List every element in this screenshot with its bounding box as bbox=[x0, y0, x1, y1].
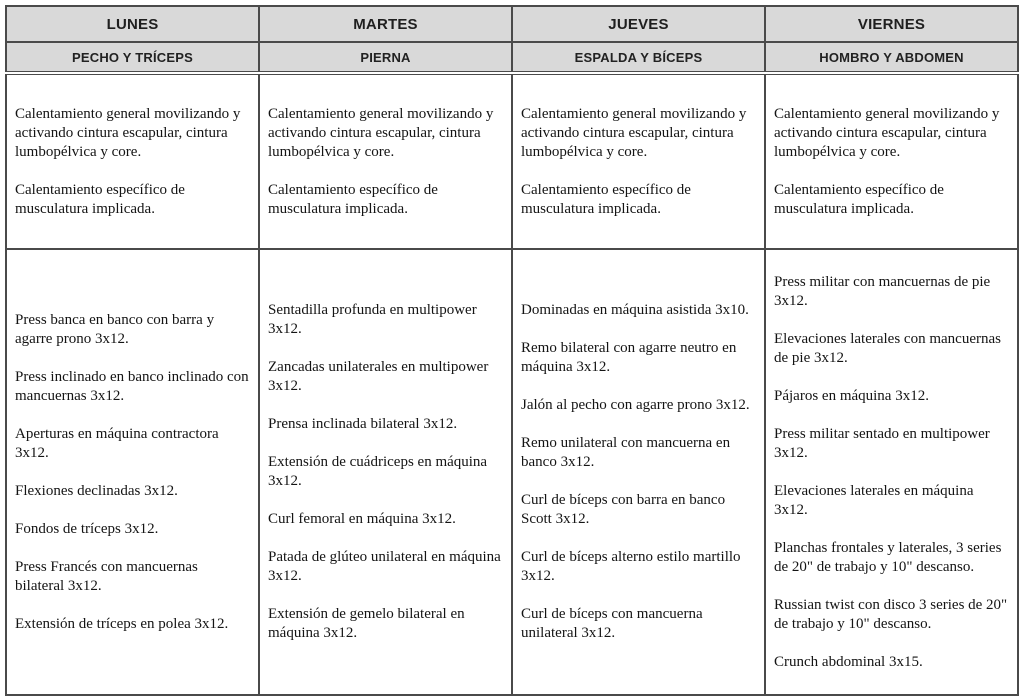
exercise-item: Press inclinado en banco inclinado con mancuernas 3x12. bbox=[15, 368, 249, 404]
exercise-item: Prensa inclinada bilateral 3x12. bbox=[268, 416, 458, 432]
exercise-item: Aperturas en máquina contractora 3x12. bbox=[15, 425, 219, 461]
exercise-item: Extensión de cuádriceps en máquina 3x12. bbox=[268, 454, 488, 489]
exercises-cell-martes bbox=[259, 249, 512, 695]
exercise-item: Press militar con mancuernas de pie 3x12. bbox=[774, 273, 991, 309]
exercise-item: Elevaciones laterales con mancuernas de pie 3x12. bbox=[774, 330, 1001, 366]
exercise-item: Pájaros en máquina 3x12. bbox=[774, 387, 929, 404]
warmup-cell-jueves bbox=[512, 73, 765, 249]
day-header-martes: MARTES bbox=[259, 6, 512, 42]
exercise-item: Elevaciones laterales en máquina 3x12. bbox=[774, 482, 974, 518]
muscle-group-martes: PIERNA bbox=[259, 42, 512, 73]
exercise-item: Extensión de tríceps en polea 3x12. bbox=[15, 615, 229, 632]
warmup-paragraph: Calentamiento general movilizando y activando cintura escapular, cintura lumbopélvica y core. bbox=[774, 105, 1000, 160]
muscle-group-row bbox=[6, 42, 1018, 73]
exercise-item: Remo bilateral con agarre neutro en máquina 3x12. bbox=[521, 340, 737, 375]
exercise-item: Russian twist con disco 3 series de 20" de trabajo y 10" descanso. bbox=[774, 596, 1008, 632]
warmup-row bbox=[6, 73, 1018, 249]
exercise-item: Fondos de tríceps 3x12. bbox=[15, 520, 159, 537]
exercise-item: Extensión de gemelo bilateral en máquina 3x12. bbox=[268, 606, 465, 641]
exercise-item: Press banca en banco con barra y agarre prono 3x12. bbox=[15, 311, 215, 347]
exercise-item: Jalón al pecho con agarre prono 3x12. bbox=[521, 397, 750, 413]
exercises-cell-jueves bbox=[512, 249, 765, 695]
day-header-row bbox=[6, 6, 1018, 42]
warmup-paragraph: Calentamiento específico de musculatura implicada. bbox=[15, 181, 185, 217]
warmup-paragraph: Calentamiento específico de musculatura implicada. bbox=[268, 181, 438, 217]
exercise-item: Curl de bíceps con barra en banco Scott 3x12. bbox=[521, 492, 726, 527]
exercises-cell-lunes bbox=[6, 249, 259, 695]
exercise-item: Crunch abdominal 3x15. bbox=[774, 653, 923, 670]
exercise-item: Sentadilla profunda en multipower 3x12. bbox=[268, 302, 477, 337]
exercise-item: Dominadas en máquina asistida 3x10. bbox=[521, 302, 749, 318]
exercise-item: Flexiones declinadas 3x12. bbox=[15, 482, 178, 499]
warmup-cell-viernes bbox=[765, 73, 1018, 249]
exercises-cell-viernes bbox=[765, 249, 1018, 695]
warmup-paragraph: Calentamiento específico de musculatura implicada. bbox=[774, 181, 944, 217]
exercises-row bbox=[6, 249, 1018, 695]
warmup-cell-martes bbox=[259, 73, 512, 249]
day-header-lunes: LUNES bbox=[6, 6, 259, 42]
day-header-viernes: VIERNES bbox=[765, 6, 1018, 42]
warmup-paragraph: Calentamiento general movilizando y activando cintura escapular, cintura lumbopélvica y core. bbox=[268, 105, 494, 160]
exercise-item: Remo unilateral con mancuerna en banco 3x12. bbox=[521, 435, 731, 470]
muscle-group-viernes: HOMBRO Y ABDOMEN bbox=[765, 42, 1018, 73]
warmup-paragraph: Calentamiento específico de musculatura implicada. bbox=[521, 181, 691, 217]
exercise-item: Curl de bíceps con mancuerna unilateral 3x12. bbox=[521, 606, 703, 641]
day-header-jueves: JUEVES bbox=[512, 6, 765, 42]
warmup-paragraph: Calentamiento general movilizando y activando cintura escapular, cintura lumbopélvica y core. bbox=[521, 105, 747, 160]
exercise-item: Curl femoral en máquina 3x12. bbox=[268, 511, 456, 527]
exercise-item: Press Francés con mancuernas bilateral 3x12. bbox=[15, 558, 198, 594]
workout-plan-table bbox=[5, 5, 1019, 696]
muscle-group-lunes: PECHO Y TRÍCEPS bbox=[6, 42, 259, 73]
exercise-item: Planchas frontales y laterales, 3 series de 20" de trabajo y 10" descanso. bbox=[774, 539, 1002, 575]
warmup-cell-lunes bbox=[6, 73, 259, 249]
exercise-item: Press militar sentado en multipower 3x12. bbox=[774, 425, 990, 461]
exercise-item: Curl de bíceps alterno estilo martillo 3x12. bbox=[521, 549, 741, 584]
muscle-group-jueves: ESPALDA Y BÍCEPS bbox=[512, 42, 765, 73]
warmup-paragraph: Calentamiento general movilizando y activando cintura escapular, cintura lumbopélvica y core. bbox=[15, 105, 241, 160]
exercise-item: Patada de glúteo unilateral en máquina 3x12. bbox=[268, 549, 501, 584]
exercise-item: Zancadas unilaterales en multipower 3x12. bbox=[268, 359, 489, 394]
